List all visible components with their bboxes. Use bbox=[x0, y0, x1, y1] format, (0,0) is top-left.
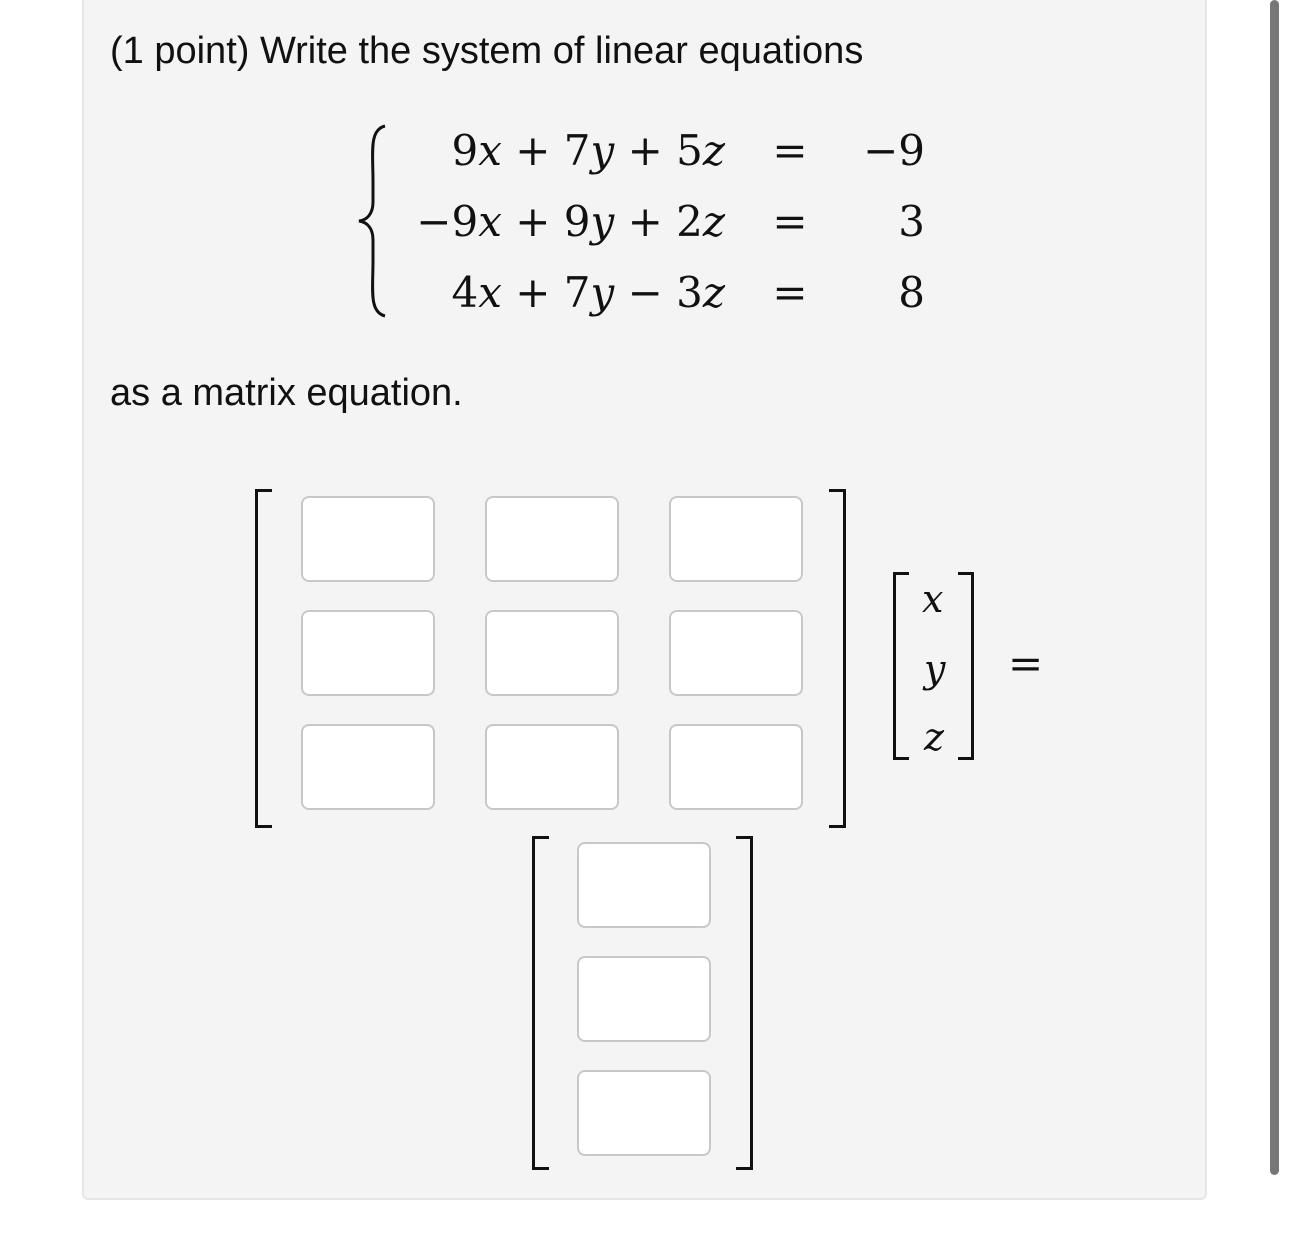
coefficient-input-r1c2[interactable] bbox=[485, 496, 619, 582]
coefficient-input-r2c1[interactable] bbox=[301, 610, 435, 696]
constant-input-2[interactable] bbox=[577, 956, 711, 1042]
equation-1-rhs: −9 bbox=[863, 126, 925, 175]
equation-2-lhs: −9x + 9y + 2z bbox=[416, 197, 725, 246]
variable-x: x bbox=[922, 577, 944, 621]
equation-3-rhs: 8 bbox=[898, 268, 925, 317]
equation-2-rhs: 3 bbox=[898, 197, 925, 246]
problem-outro: as a matrix equation. bbox=[110, 372, 463, 414]
coefficient-input-r3c3[interactable] bbox=[669, 724, 803, 810]
equation-3-lhs: 4x + 7y − 3z bbox=[451, 268, 725, 317]
constant-input-1[interactable] bbox=[577, 842, 711, 928]
scrollbar[interactable] bbox=[1270, 0, 1279, 1175]
variable-y: y bbox=[924, 647, 946, 691]
variable-vector-left-bracket bbox=[893, 572, 909, 760]
coefficient-input-r1c3[interactable] bbox=[669, 496, 803, 582]
coefficient-input-r1c1[interactable] bbox=[301, 496, 435, 582]
matrix-equals-sign: = bbox=[1008, 639, 1044, 688]
problem-intro: (1 point) Write the system of linear equations bbox=[110, 30, 864, 72]
coefficient-input-r3c2[interactable] bbox=[485, 724, 619, 810]
equation-2-equals: = bbox=[772, 197, 808, 246]
variable-z: z bbox=[924, 715, 945, 759]
constant-vector-left-bracket bbox=[532, 836, 549, 1170]
equation-1-equals: = bbox=[772, 126, 808, 175]
equation-1-lhs: 9x + 7y + 5z bbox=[451, 126, 725, 175]
constant-input-3[interactable] bbox=[577, 1070, 711, 1156]
left-curly-brace bbox=[355, 122, 395, 320]
coefficient-matrix-right-bracket bbox=[829, 489, 846, 828]
variable-vector-right-bracket bbox=[958, 572, 974, 760]
coefficient-input-r3c1[interactable] bbox=[301, 724, 435, 810]
coefficient-input-r2c2[interactable] bbox=[485, 610, 619, 696]
constant-vector-right-bracket bbox=[736, 836, 753, 1170]
equation-3-equals: = bbox=[772, 268, 808, 317]
coefficient-input-r2c3[interactable] bbox=[669, 610, 803, 696]
coefficient-matrix-left-bracket bbox=[255, 489, 272, 828]
